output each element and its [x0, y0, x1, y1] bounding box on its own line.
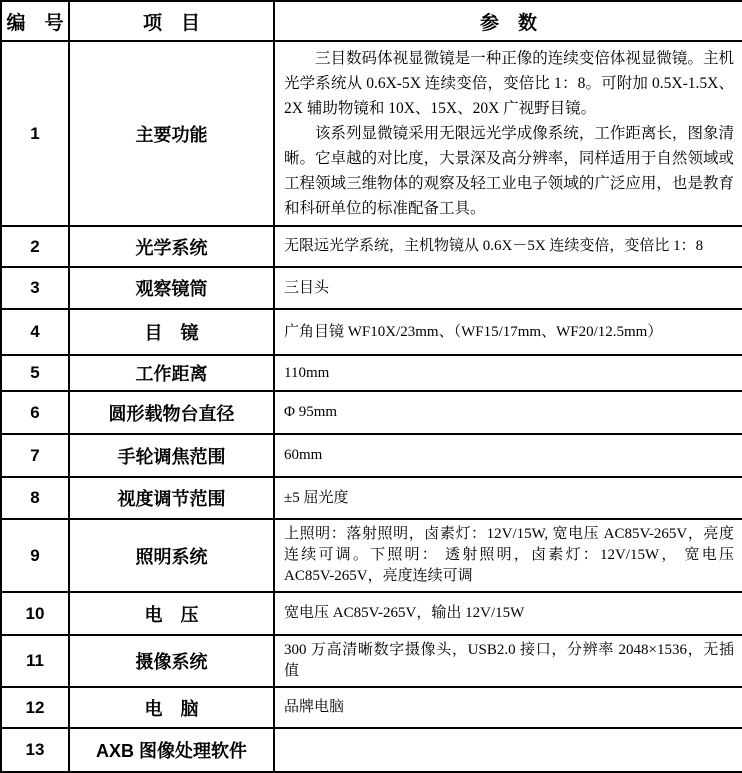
table-row: [1, 309, 742, 355]
row-4-number: 4: [1, 309, 69, 355]
row-12-params: 品牌电脑: [274, 687, 742, 728]
row-11-number: 11: [1, 635, 69, 687]
table-row: [1, 41, 742, 226]
row-4-params: 广角目镜 WF10X/23mm、（WF15/17mm、WF20/12.5mm）: [274, 309, 742, 355]
table-row: [1, 592, 742, 635]
row-7-params: 60mm: [274, 434, 742, 477]
row-9-number: 9: [1, 519, 69, 592]
row-8-params: ±5 屈光度: [274, 477, 742, 519]
row-2-item: 光学系统: [69, 226, 274, 267]
row-5-params: 110mm: [274, 355, 742, 391]
row-12-number: 12: [1, 687, 69, 728]
row-9-item: 照明系统: [69, 519, 274, 592]
row-11-item: 摄像系统: [69, 635, 274, 687]
row-1-paragraph-1: 三目数码体视显微镜是一种正像的连续变倍体视显微镜。主机光学系统从 0.6X-5X 连续变倍，变倍比 1：8。可附加 0.5X-1.5X、2X 辅助物镜和 10X、15X、20X 广视野目镜。: [284, 50, 734, 117]
table-row: [1, 267, 742, 309]
row-2-number: 2: [1, 226, 69, 267]
row-2-params: 无限远光学系统，主机物镜从 0.6X－5X 连续变倍，变倍比 1：8: [274, 226, 742, 267]
row-12-item: 电 脑: [69, 687, 274, 728]
row-8-number: 8: [1, 477, 69, 519]
row-4-item: 目 镜: [69, 309, 274, 355]
table-row: [1, 519, 742, 592]
table-row: [1, 355, 742, 391]
row-7-item: 手轮调焦范围: [69, 434, 274, 477]
row-1-paragraph-2: 该系列显微镜采用无限远光学成像系统，工作距离长，图象清晰。它卓越的对比度，大景深及高分辨率，同样适用于自然领域或工程领域三维物体的观察及轻工业电子领域的广泛应用，也是教育和科研单位的标准配备工具。: [284, 125, 734, 217]
header-item: 项 目: [69, 1, 274, 41]
row-8-item: 视度调节范围: [69, 477, 274, 519]
table-row: [1, 635, 742, 687]
row-7-number: 7: [1, 434, 69, 477]
row-13-item: AXB 图像处理软件: [69, 728, 274, 772]
header-number: 编 号: [1, 1, 69, 41]
row-13-number: 13: [1, 728, 69, 772]
header-row: [1, 1, 742, 41]
row-9-params: 上照明：落射照明，卤素灯：12V/15W, 宽电压 AC85V-265V，亮度连续可调。下照明： 透射照明，卤素灯：12V/15W， 宽电压 AC85V-265V，亮度连续可调: [274, 519, 742, 592]
row-6-item: 圆形载物台直径: [69, 391, 274, 434]
table-row: [1, 687, 742, 728]
row-5-item: 工作距离: [69, 355, 274, 391]
row-10-item: 电 压: [69, 592, 274, 635]
row-3-params: 三目头: [274, 267, 742, 309]
row-3-item: 观察镜筒: [69, 267, 274, 309]
row-6-number: 6: [1, 391, 69, 434]
table-row: [1, 728, 742, 772]
table-row: [1, 434, 742, 477]
row-3-number: 3: [1, 267, 69, 309]
table-row: [1, 391, 742, 434]
table-row: [1, 477, 742, 519]
table-row: [1, 226, 742, 267]
row-5-number: 5: [1, 355, 69, 391]
row-1-params: [274, 41, 742, 226]
row-1-item: 主要功能: [69, 41, 274, 226]
row-10-number: 10: [1, 592, 69, 635]
header-params: 参 数: [274, 1, 742, 41]
row-6-params: Φ 95mm: [274, 391, 742, 434]
row-1-number: 1: [1, 41, 69, 226]
row-11-params: 300 万高清晰数字摄像头，USB2.0 接口，分辨率 2048×1536，无插值: [274, 635, 742, 687]
row-13-params: [274, 728, 742, 772]
row-10-params: 宽电压 AC85V-265V，输出 12V/15W: [274, 592, 742, 635]
